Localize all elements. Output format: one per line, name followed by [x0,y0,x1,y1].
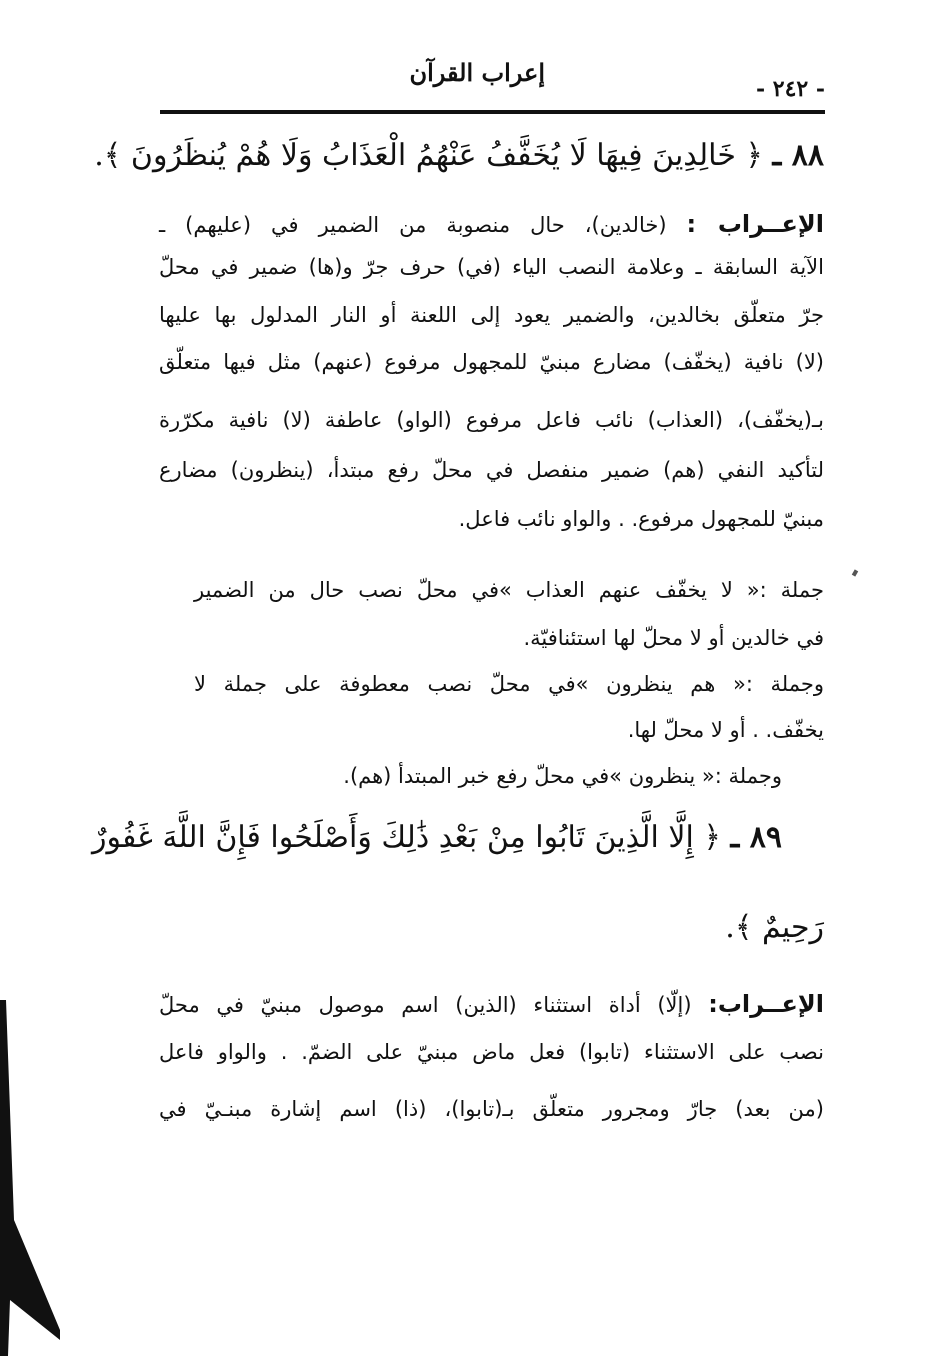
irab-88-line-6: لتأكيد النفي (هم) ضمير منفصل في محلّ رفع مبتدأ، (ينظرون) مضارع [159,458,824,482]
irab-89-line-3: (من بعد) جارّ ومجرور متعلّق بـ(تابوا)، (ذا) اسم إشارة مبنـيّ في [159,1097,824,1121]
verse-number: ٨٩ ـ [730,820,782,855]
header-rule [160,110,825,114]
irab-text: (خالدين)، حال منصوبة من الضمير في (عليهم) ـ [159,213,667,237]
verse-number: ٨٨ ـ [772,138,824,173]
sentence-88-2: في خالدين أو لا محلّ لها استئنافيّة. [523,626,824,650]
irab-88-line-2: الآية السابقة ـ وعلامة النصب الياء (في) حرف جرّ و(ها) ضمير في محلّ [159,255,824,279]
verse-text: ﴿ خَالِدِينَ فِيهَا لَا يُخَفَّفُ عَنْهُمُ الْعَذَابُ وَلَا هُمْ يُنظَرُونَ ﴾. [94,138,763,173]
verse-89 [91,820,782,855]
irab-88-line-7: مبنيّ للمجهول مرفوع. . والواو نائب فاعل. [458,507,824,531]
verse-89-line-2: رَحِيمٌ ﴾. [725,910,824,945]
sentence-88-5: وجملة :« ينظرون »في محلّ رفع خبر المبتدأ (هم). [343,764,782,788]
verse-text: ﴿ إِلَّا الَّذِينَ تَابُوا مِنْ بَعْدِ ذَٰلِكَ وَأَصْلَحُوا فَإِنَّ اللَّهَ غَفُورٌ [91,820,721,855]
irab-label: الإعــراب: [708,990,824,1018]
verse-88 [94,138,824,173]
sentence-88-1: جملة :« لا يخفّف عنهم العذاب »في محلّ نصب حال من الضمير [194,578,824,602]
page-header [160,50,825,114]
stray-mark [852,569,858,576]
binding-shadow [0,1000,60,1356]
irab-88-line-4: (لا) نافية (يخفّف) مضارع مبنيّ للمجهول مرفوع (عنهم) مثل فيها متعلّق [159,350,824,374]
sentence-88-4: يخفّف. . أو لا محلّ لها. [627,718,824,742]
irab-text: (إلّا) أداة استثناء (الذين) اسم موصول مبنيّ في محلّ [159,993,692,1017]
irab-88-line-5: بـ(يخفّف)، (العذاب) نائب فاعل مرفوع (الواو) عاطفة (لا) نافية مكرّرة [159,408,824,432]
irab-88-line-1 [159,210,824,238]
sentence-88-3: وجملة :« هم ينظرون »في محلّ نصب معطوفة على جملة لا [194,672,824,696]
irab-89-line-2: نصب على الاستثناء (تابوا) فعل ماض مبنيّ على الضمّ. . والواو فاعل [159,1040,824,1064]
running-title: إعراب القرآن [409,58,545,87]
irab-label: الإعــراب : [686,210,824,238]
irab-88-line-3: جرّ متعلّق بخالدين، والضمير يعود إلى اللعنة أو النار المدلول بها عليها [159,303,824,327]
irab-89-line-1 [159,990,824,1018]
page-number: - ٢٤٢ - [755,76,825,102]
